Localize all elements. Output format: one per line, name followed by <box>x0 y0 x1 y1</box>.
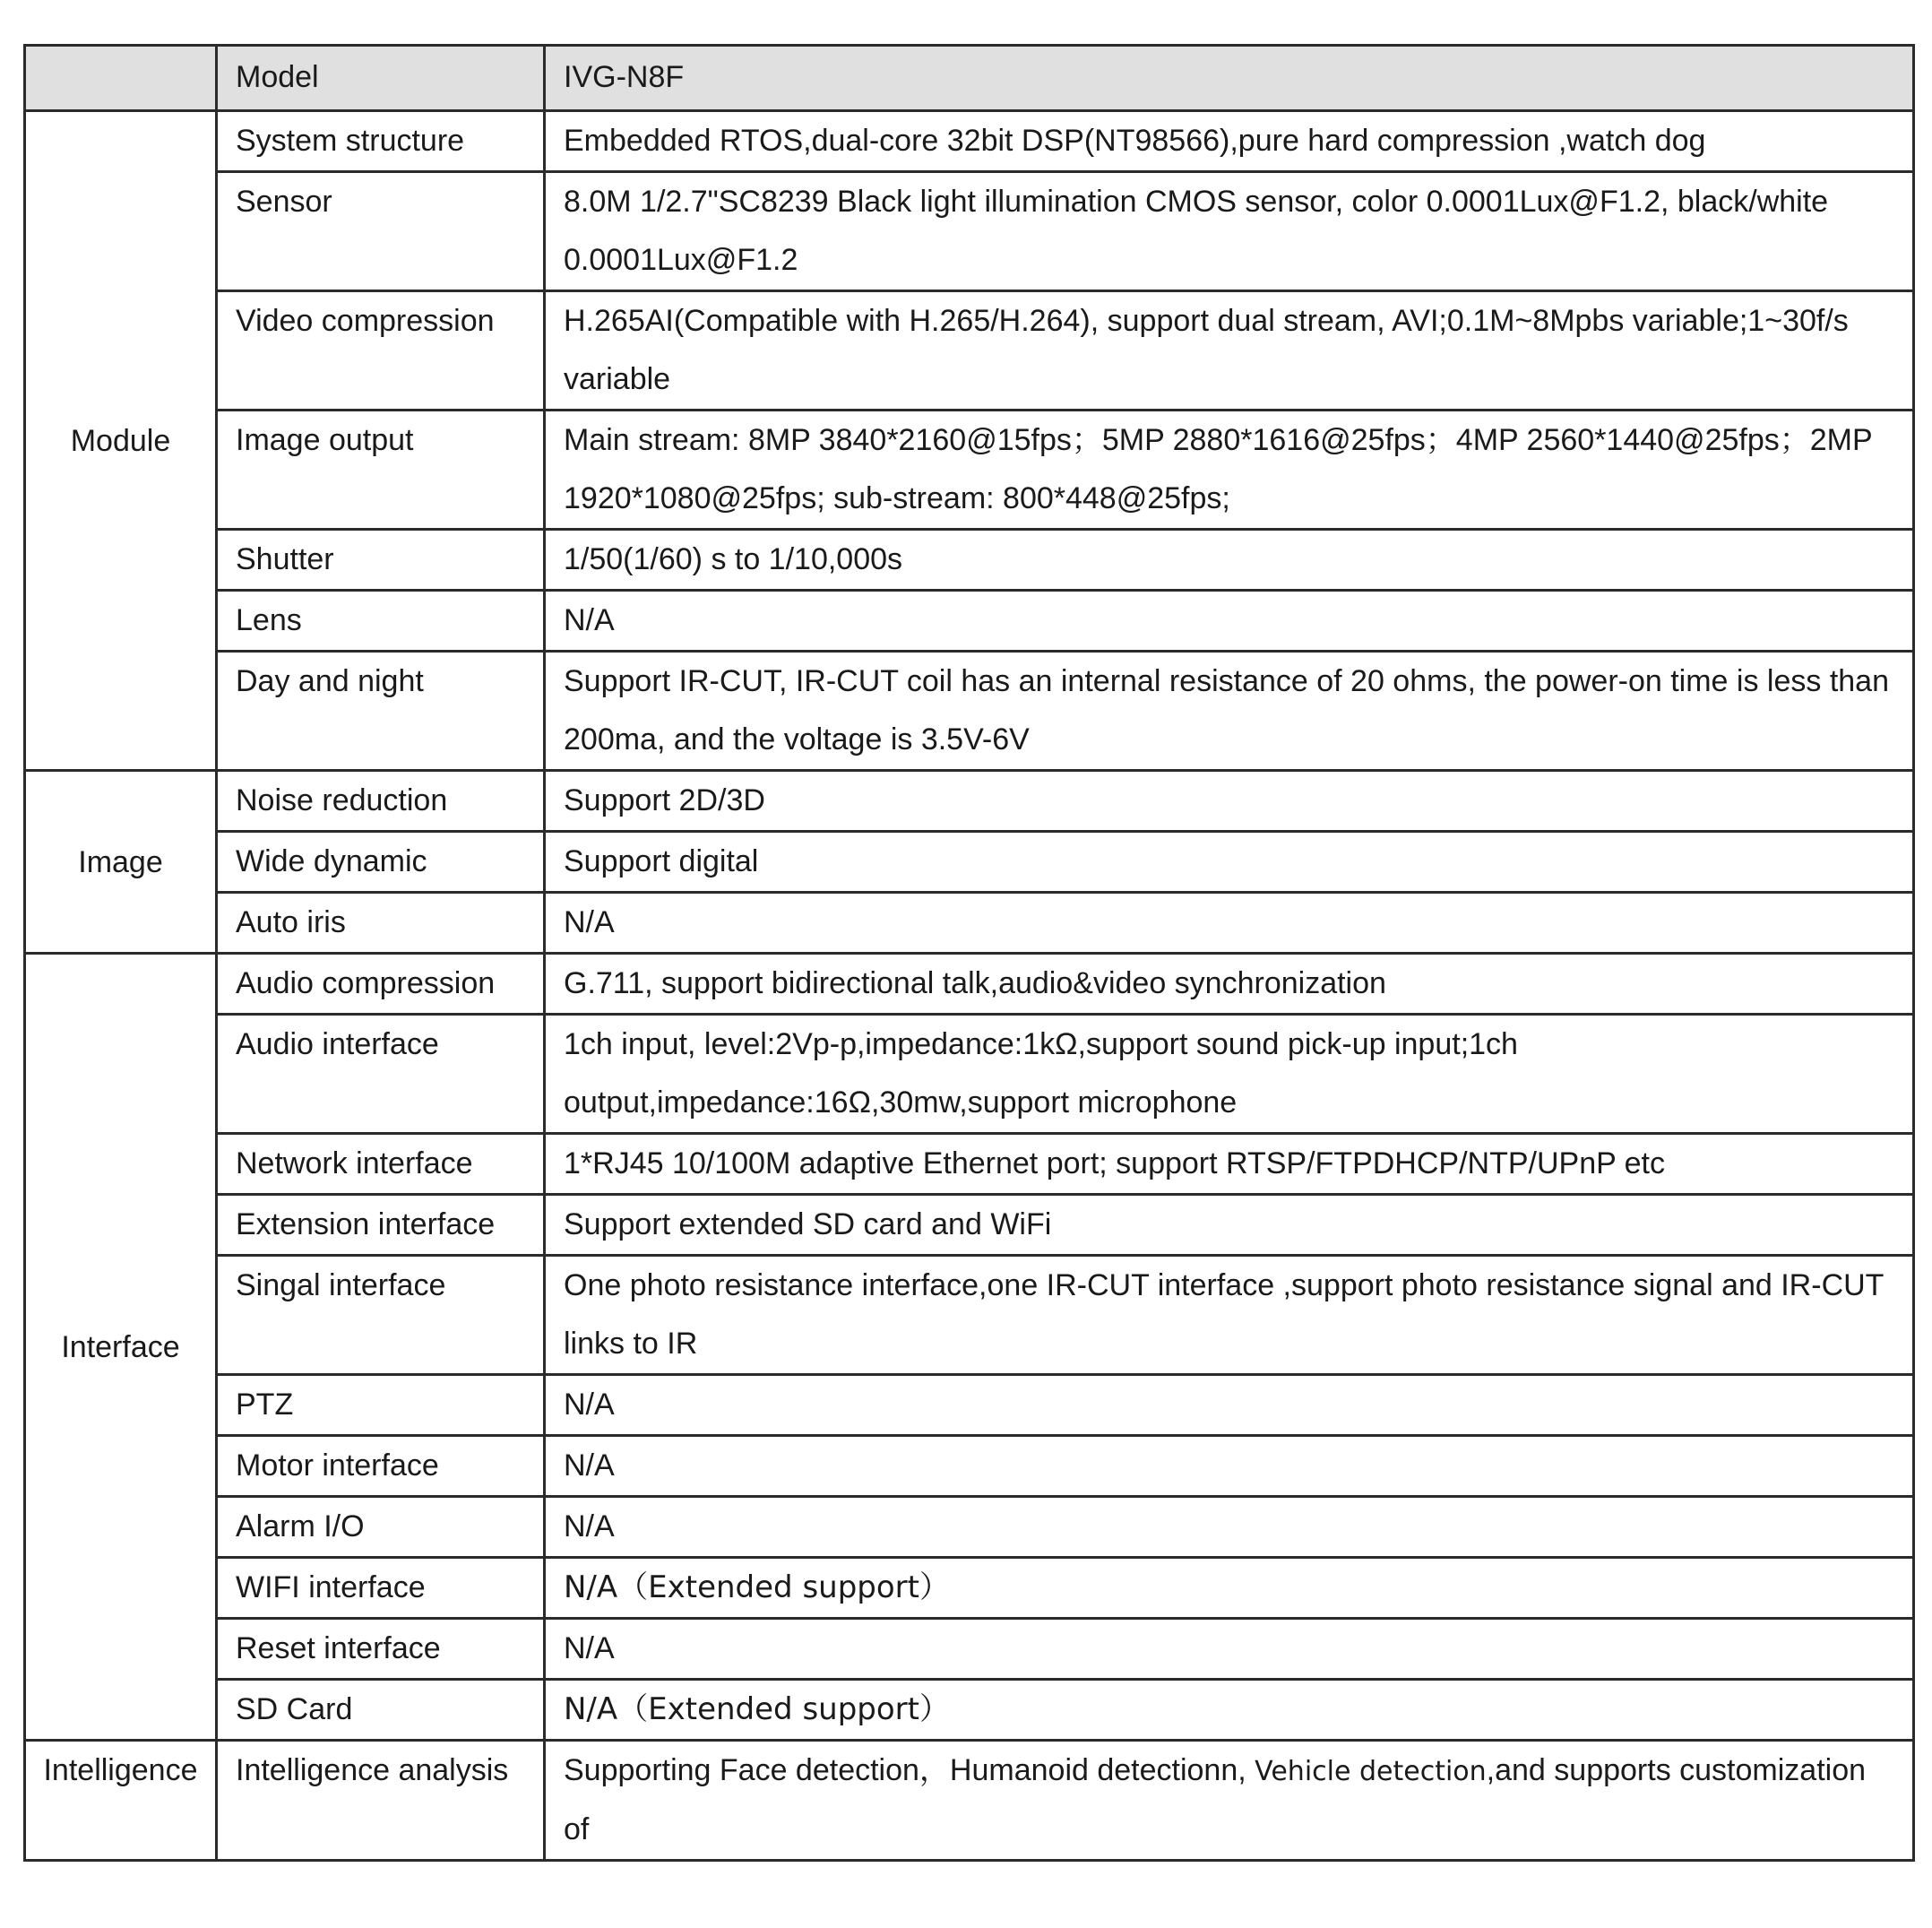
table-row <box>25 771 1914 832</box>
table-row <box>25 1195 1914 1256</box>
row-value: N/A <box>545 591 1914 652</box>
row-label: Lens <box>217 591 545 652</box>
table-row <box>25 172 1914 291</box>
table-row <box>25 1375 1914 1436</box>
header-model-label: Model <box>217 46 545 111</box>
row-label: SD Card <box>217 1680 545 1741</box>
row-value: N/A <box>545 893 1914 954</box>
row-value: N/A（Extended support） <box>545 1680 1914 1741</box>
value-part: Supporting Face detection，Humanoid detectionn, <box>564 1753 1255 1787</box>
section-category-interface: Interface <box>25 954 217 1741</box>
row-value: N/A <box>545 1497 1914 1558</box>
table-row <box>25 1741 1914 1861</box>
row-value: One photo resistance interface,one IR-CUT interface ,support photo resistance signal and IR-CUT links to IR <box>545 1256 1914 1375</box>
row-value: Support IR-CUT, IR-CUT coil has an internal resistance of 20 ohms, the power-on time is less than 200ma, and the voltage is 3.5V-6V <box>545 652 1914 771</box>
row-value: N/A <box>545 1619 1914 1680</box>
table-row <box>25 1134 1914 1195</box>
table-row <box>25 832 1914 893</box>
row-label: Singal interface <box>217 1256 545 1375</box>
row-label: PTZ <box>217 1375 545 1436</box>
row-label: Extension interface <box>217 1195 545 1256</box>
header-model-value: IVG-N8F <box>545 46 1914 111</box>
row-label: Network interface <box>217 1134 545 1195</box>
row-value: Support extended SD card and WiFi <box>545 1195 1914 1256</box>
row-label: Intelligence analysis <box>217 1741 545 1861</box>
row-label: System structure <box>217 111 545 172</box>
table-row <box>25 291 1914 411</box>
section-category-module: Module <box>25 111 217 771</box>
header-category-cell <box>25 46 217 111</box>
row-value: Main stream: 8MP 3840*2160@15fps；5MP 2880*1616@25fps；4MP 2560*1440@25fps；2MP 1920*1080@25fps; sub-stream: 800*448@25fps; <box>545 411 1914 530</box>
row-value: H.265AI(Compatible with H.265/H.264), support dual stream, AVI;0.1M~8Mpbs variable;1~30f/s variable <box>545 291 1914 411</box>
row-label: Audio interface <box>217 1015 545 1134</box>
row-label: Auto iris <box>217 893 545 954</box>
table-row <box>25 1497 1914 1558</box>
row-label: Shutter <box>217 530 545 591</box>
row-value: 1/50(1/60) s to 1/10,000s <box>545 530 1914 591</box>
table-row <box>25 111 1914 172</box>
spec-table <box>23 44 1915 1862</box>
row-value: 8.0M 1/2.7"SC8239 Black light illumination CMOS sensor, color 0.0001Lux@F1.2, black/white 0.0001Lux@F1.2 <box>545 172 1914 291</box>
row-label: WIFI interface <box>217 1558 545 1619</box>
value-part-vehicle-detection: Vehicle detection <box>1255 1756 1487 1787</box>
row-label: Noise reduction <box>217 771 545 832</box>
row-value: 1*RJ45 10/100M adaptive Ethernet port; support RTSP/FTPDHCP/NTP/UPnP etc <box>545 1134 1914 1195</box>
row-label: Audio compression <box>217 954 545 1015</box>
table-row <box>25 1680 1914 1741</box>
row-value: 1ch input, level:2Vp-p,impedance:1kΩ,support sound pick-up input;1ch output,impedance:16Ω,30mw,support microphone <box>545 1015 1914 1134</box>
table-row <box>25 1558 1914 1619</box>
table-row <box>25 652 1914 771</box>
table-row <box>25 411 1914 530</box>
section-category-image: Image <box>25 771 217 954</box>
row-label: Image output <box>217 411 545 530</box>
table-row <box>25 1436 1914 1497</box>
row-label: Motor interface <box>217 1436 545 1497</box>
row-value: N/A <box>545 1375 1914 1436</box>
row-label: Alarm I/O <box>217 1497 545 1558</box>
table-row <box>25 1015 1914 1134</box>
table-header-row <box>25 46 1914 111</box>
value-part: ,and supports customization of <box>564 1753 1867 1846</box>
section-category-intelligence: Intelligence <box>25 1741 217 1861</box>
table-row <box>25 1619 1914 1680</box>
row-label: Wide dynamic <box>217 832 545 893</box>
table-row <box>25 1256 1914 1375</box>
row-value: G.711, support bidirectional talk,audio&video synchronization <box>545 954 1914 1015</box>
row-label: Sensor <box>217 172 545 291</box>
row-value: N/A <box>545 1436 1914 1497</box>
row-value: Embedded RTOS,dual-core 32bit DSP(NT98566),pure hard compression ,watch dog <box>545 111 1914 172</box>
row-value-intelligence-analysis <box>545 1741 1914 1861</box>
row-label: Day and night <box>217 652 545 771</box>
table-row <box>25 530 1914 591</box>
row-value: Support 2D/3D <box>545 771 1914 832</box>
row-value: Support digital <box>545 832 1914 893</box>
table-row <box>25 591 1914 652</box>
row-value: N/A（Extended support） <box>545 1558 1914 1619</box>
row-label: Video compression <box>217 291 545 411</box>
row-label: Reset interface <box>217 1619 545 1680</box>
table-row <box>25 954 1914 1015</box>
table-row <box>25 893 1914 954</box>
